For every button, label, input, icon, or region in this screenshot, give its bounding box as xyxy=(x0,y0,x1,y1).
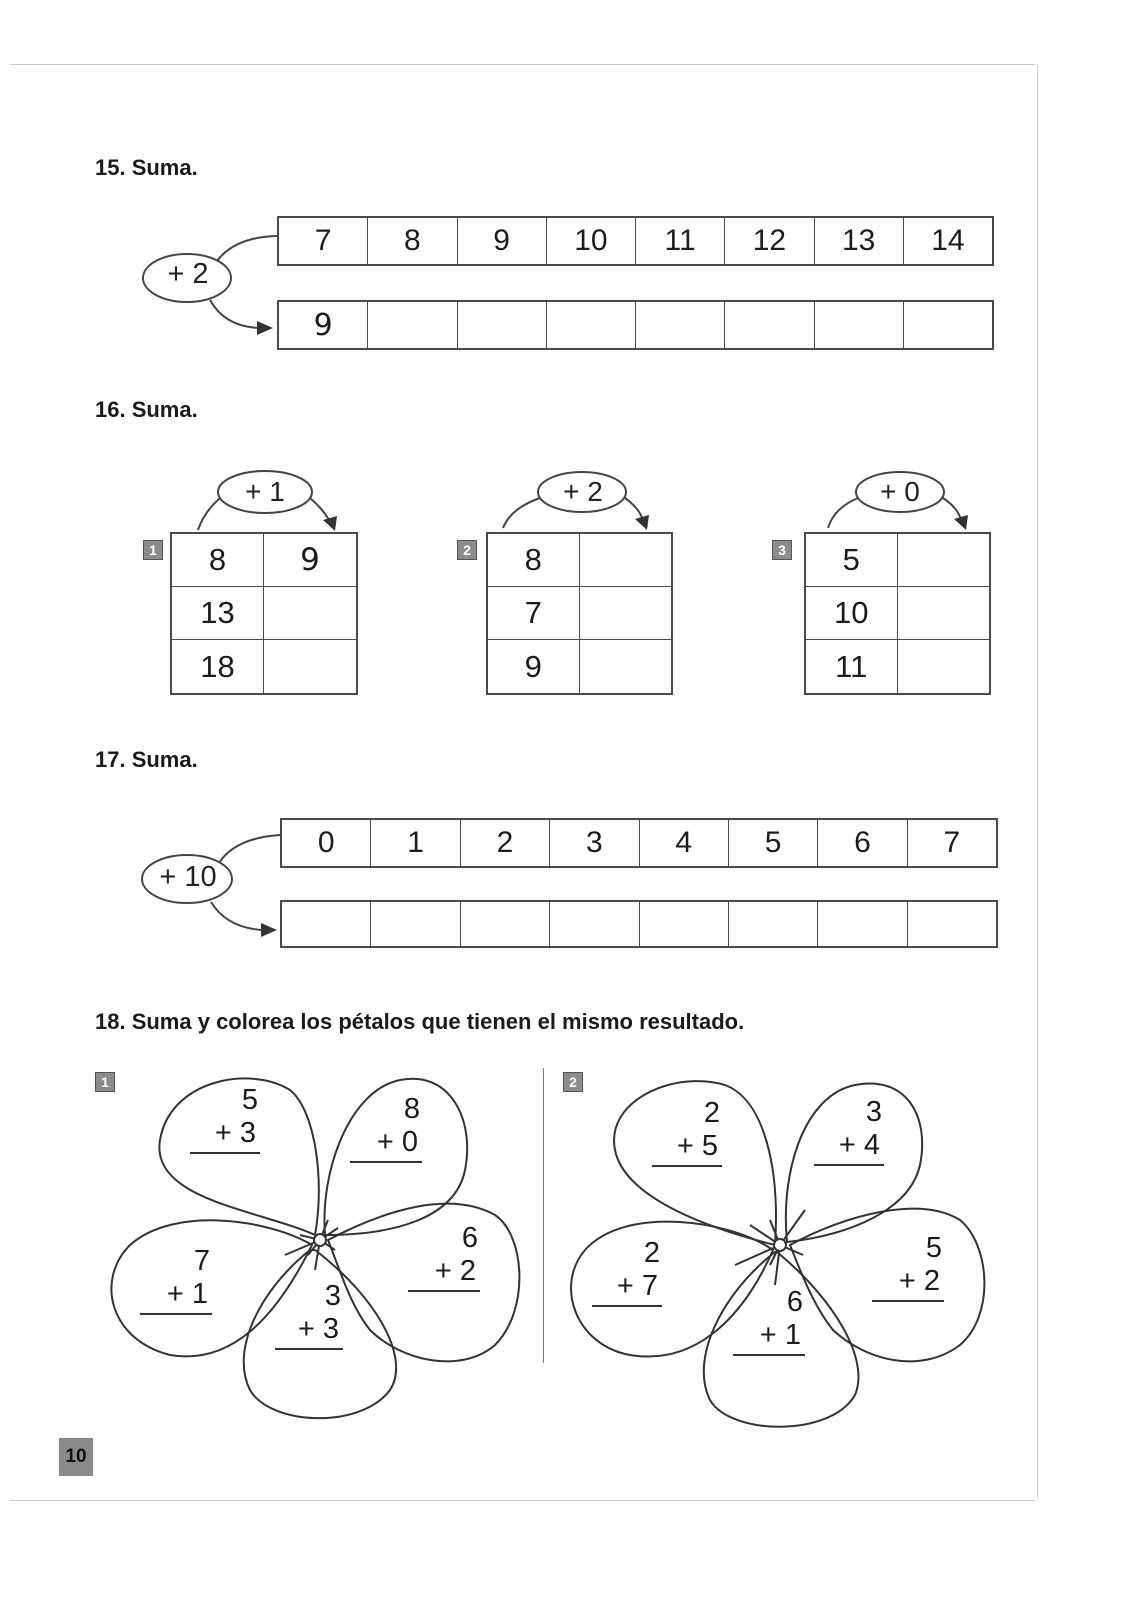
ex16-t1-answer[interactable] xyxy=(264,587,356,640)
ex17-answer-cell[interactable] xyxy=(639,902,728,946)
ex17-top-cell: 2 xyxy=(460,820,549,866)
ex15-answer-cell[interactable] xyxy=(457,302,546,348)
ex17-operator: + 10 xyxy=(159,861,217,893)
ex18-f2-petal-bottom: + 4 xyxy=(814,1129,884,1166)
ex18-f2-petal-bottom: + 5 xyxy=(652,1130,722,1167)
ex16-t2-answer[interactable] xyxy=(580,587,672,640)
ex16-t3-answer[interactable] xyxy=(898,640,990,693)
ex15-top-row xyxy=(277,216,994,266)
ex16-t2-given: 7 xyxy=(488,587,580,640)
exercise-15-title: 15. Suma. xyxy=(95,155,198,180)
ex18-f1-petal[interactable] xyxy=(275,1280,343,1350)
ex17-answer-cell[interactable] xyxy=(282,902,370,946)
ex16-t2-answer[interactable] xyxy=(580,534,672,587)
ex15-top-cell: 9 xyxy=(457,218,546,264)
ex18-f1-petal[interactable] xyxy=(140,1245,212,1315)
ex18-f1-petal-bottom: + 2 xyxy=(408,1255,480,1292)
ex15-answer-cell[interactable] xyxy=(903,302,992,348)
ex18-f1-petal-top: 5 xyxy=(241,1084,258,1116)
ex18-f2-petal-bottom: + 7 xyxy=(592,1270,662,1307)
ex17-top-cell: 5 xyxy=(728,820,817,866)
ex18-f1-petal-bottom: + 3 xyxy=(190,1117,260,1154)
ex17-top-cell: 7 xyxy=(907,820,996,866)
ex17-answer-cell[interactable] xyxy=(728,902,817,946)
ex16-t3-answer[interactable] xyxy=(898,534,990,587)
ex16-t1-answer[interactable]: 9 xyxy=(264,534,356,587)
ex15-answer-cell[interactable]: 9 xyxy=(313,307,333,343)
ex16-t3-given: 5 xyxy=(806,534,898,587)
ex18-f1-petal-top: 6 xyxy=(461,1222,478,1254)
ex17-top-cell: 0 xyxy=(317,826,335,859)
ex16-t3-operator: + 0 xyxy=(880,476,920,507)
ex17-top-cell: 6 xyxy=(817,820,906,866)
ex18-f2-petal-bottom: + 2 xyxy=(872,1265,944,1302)
ex16-t1-given: 8 xyxy=(172,534,264,587)
ex15-top-cell: 13 xyxy=(814,218,903,264)
ex18-f1-petal[interactable] xyxy=(350,1093,422,1163)
ex15-answer-row xyxy=(277,300,994,350)
ex16-t1-operator: + 1 xyxy=(245,476,285,507)
page-edge-top xyxy=(10,64,1035,65)
ex18-f2-petal-top: 5 xyxy=(925,1232,942,1264)
ex17-answer-row xyxy=(280,900,998,948)
ex16-t2-answer[interactable] xyxy=(580,640,672,693)
ex18-f2-petal-bottom: + 1 xyxy=(733,1319,805,1356)
ex15-answer-cell[interactable] xyxy=(367,302,456,348)
ex16-table-3 xyxy=(804,532,991,695)
flowers-divider xyxy=(543,1068,544,1363)
ex16-t2-badge: 2 xyxy=(457,540,477,560)
ex18-f2-petal[interactable] xyxy=(592,1237,662,1307)
ex16-t1-given: 13 xyxy=(172,587,264,640)
page-number: 10 xyxy=(59,1438,93,1476)
ex18-f2-petal[interactable] xyxy=(872,1232,944,1302)
ex17-top-row xyxy=(280,818,998,868)
ex18-f1-petal-bottom: + 3 xyxy=(275,1313,343,1350)
ex17-top-cell: 4 xyxy=(639,820,728,866)
ex18-f1-petal-bottom: + 1 xyxy=(140,1278,212,1315)
ex16-t1-badge: 1 xyxy=(143,540,163,560)
ex15-answer-cell[interactable] xyxy=(546,302,635,348)
ex15-answer-cell[interactable] xyxy=(814,302,903,348)
ex15-answer-cell[interactable] xyxy=(724,302,813,348)
ex18-f2-petal-top: 3 xyxy=(865,1096,882,1128)
ex16-table-2 xyxy=(486,532,673,695)
ex15-top-cell: 12 xyxy=(724,218,813,264)
ex18-f1-petal[interactable] xyxy=(408,1222,480,1292)
ex17-top-cell: 3 xyxy=(549,820,638,866)
exercise-17-title: 17. Suma. xyxy=(95,747,198,772)
ex17-answer-cell[interactable] xyxy=(907,902,996,946)
ex18-flower-2-badge: 2 xyxy=(563,1072,583,1092)
ex17-answer-cell[interactable] xyxy=(370,902,459,946)
ex15-answer-cell[interactable] xyxy=(635,302,724,348)
ex15-top-cell: 7 xyxy=(314,224,332,257)
ex15-top-cell: 10 xyxy=(546,218,635,264)
ex16-t3-given: 11 xyxy=(806,640,898,693)
ex17-answer-cell[interactable] xyxy=(460,902,549,946)
ex18-f2-petal[interactable] xyxy=(733,1286,805,1356)
ex16-t3-given: 10 xyxy=(806,587,898,640)
ex18-flower-1-badge: 1 xyxy=(95,1072,115,1092)
ex16-t2-given: 9 xyxy=(488,640,580,693)
ex18-f1-petal-bottom: + 0 xyxy=(350,1126,422,1163)
page-edge-bottom xyxy=(10,1500,1035,1501)
ex16-t3-badge: 3 xyxy=(772,540,792,560)
ex18-f1-petal[interactable] xyxy=(190,1084,260,1154)
ex16-t1-given: 18 xyxy=(172,640,264,693)
ex18-f2-petal[interactable] xyxy=(652,1097,722,1167)
exercise-18-title: 18. Suma y colorea los pétalos que tienen el mismo resultado. xyxy=(95,1009,745,1034)
ex16-t2-given: 8 xyxy=(488,534,580,587)
ex15-operator: + 2 xyxy=(167,258,209,290)
page-edge-right xyxy=(1037,64,1038,1500)
ex17-answer-cell[interactable] xyxy=(549,902,638,946)
ex15-top-cell: 8 xyxy=(367,218,456,264)
ex18-f1-petal-top: 7 xyxy=(193,1245,210,1277)
ex18-f2-petal-top: 2 xyxy=(703,1097,720,1129)
ex16-t1-answer[interactable] xyxy=(264,640,356,693)
ex16-table-1 xyxy=(170,532,358,695)
ex18-f2-petal-top: 2 xyxy=(643,1237,660,1269)
ex15-top-cell: 11 xyxy=(635,218,724,264)
ex17-answer-cell[interactable] xyxy=(817,902,906,946)
ex16-t3-answer[interactable] xyxy=(898,587,990,640)
ex16-t2-operator: + 2 xyxy=(563,476,603,507)
ex17-top-cell: 1 xyxy=(370,820,459,866)
ex18-f1-petal-top: 3 xyxy=(324,1280,341,1312)
ex18-f1-petal-top: 8 xyxy=(403,1093,420,1125)
ex18-f2-petal-top: 6 xyxy=(786,1286,803,1318)
ex15-top-cell: 14 xyxy=(903,218,992,264)
exercise-16-title: 16. Suma. xyxy=(95,397,198,422)
ex18-f2-petal[interactable] xyxy=(814,1096,884,1166)
